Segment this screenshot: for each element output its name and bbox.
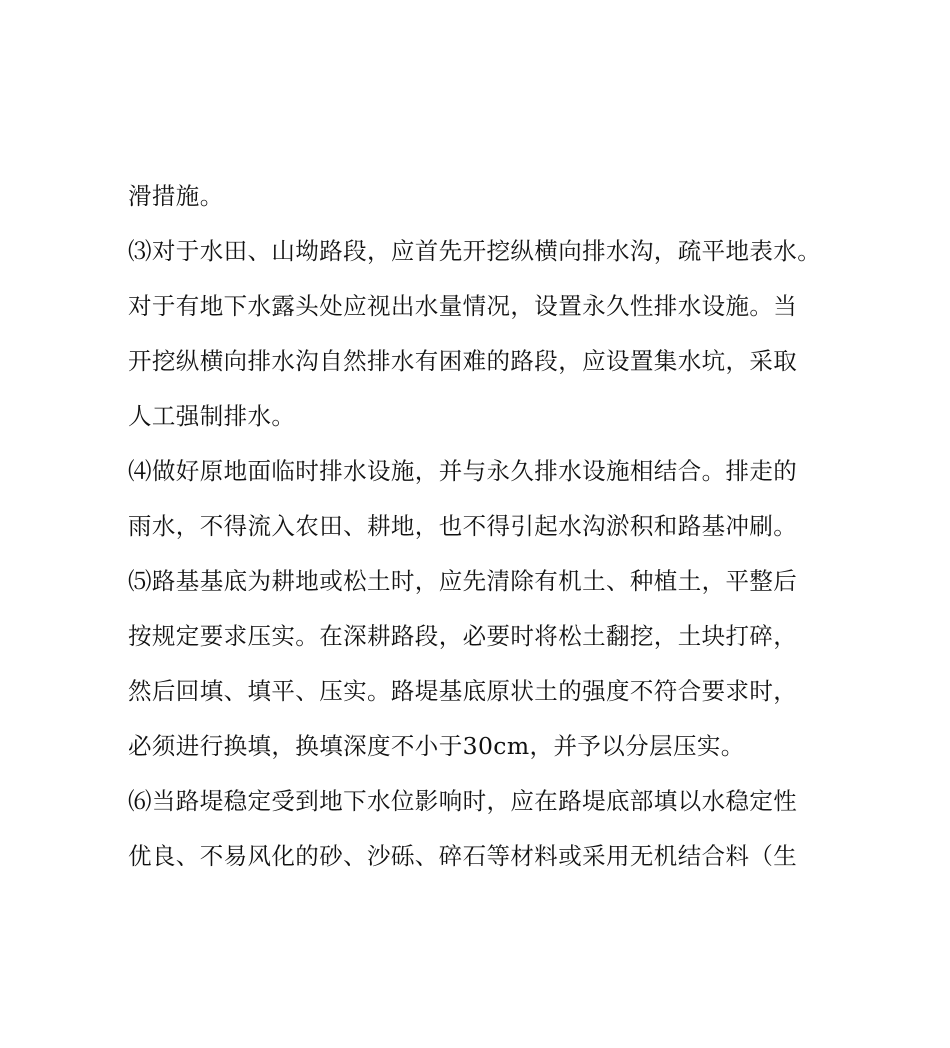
text-line: ⑹当路堤稳定受到地下水位影响时，应在路堤底部填以水稳定性 — [128, 787, 798, 815]
text-line: ⑸路基基底为耕地或松土时，应先清除有机土、种植土，平整后 — [128, 567, 798, 595]
text-line: 开挖纵横向排水沟自然排水有困难的路段，应设置集水坑，采取 — [128, 347, 798, 375]
text-line: 雨水，不得流入农田、耕地，也不得引起水沟淤积和路基冲刷。 — [128, 512, 798, 540]
text-line: 对于有地下水露头处应视出水量情况，设置永久性排水设施。当 — [128, 292, 798, 320]
text-line: 必须进行换填，换填深度不小于30cm，并予以分层压实。 — [128, 732, 745, 760]
text-line: ⑶对于水田、山坳路段，应首先开挖纵横向排水沟，疏平地表水。 — [128, 237, 822, 265]
body-text — [128, 174, 848, 889]
text-line: ⑷做好原地面临时排水设施，并与永久排水设施相结合。排走的 — [128, 457, 798, 485]
text-line: 然后回填、填平、压实。路堤基底原状土的强度不符合要求时， — [128, 677, 798, 705]
text-line: 优良、不易风化的砂、沙砾、碎石等材料或采用无机结合料（生 — [128, 842, 798, 870]
text-line: 人工强制排水。 — [128, 402, 296, 430]
text-line: 按规定要求压实。在深耕路段，必要时将松土翻挖，土块打碎， — [128, 622, 798, 650]
text-line: 滑措施。 — [128, 182, 224, 210]
